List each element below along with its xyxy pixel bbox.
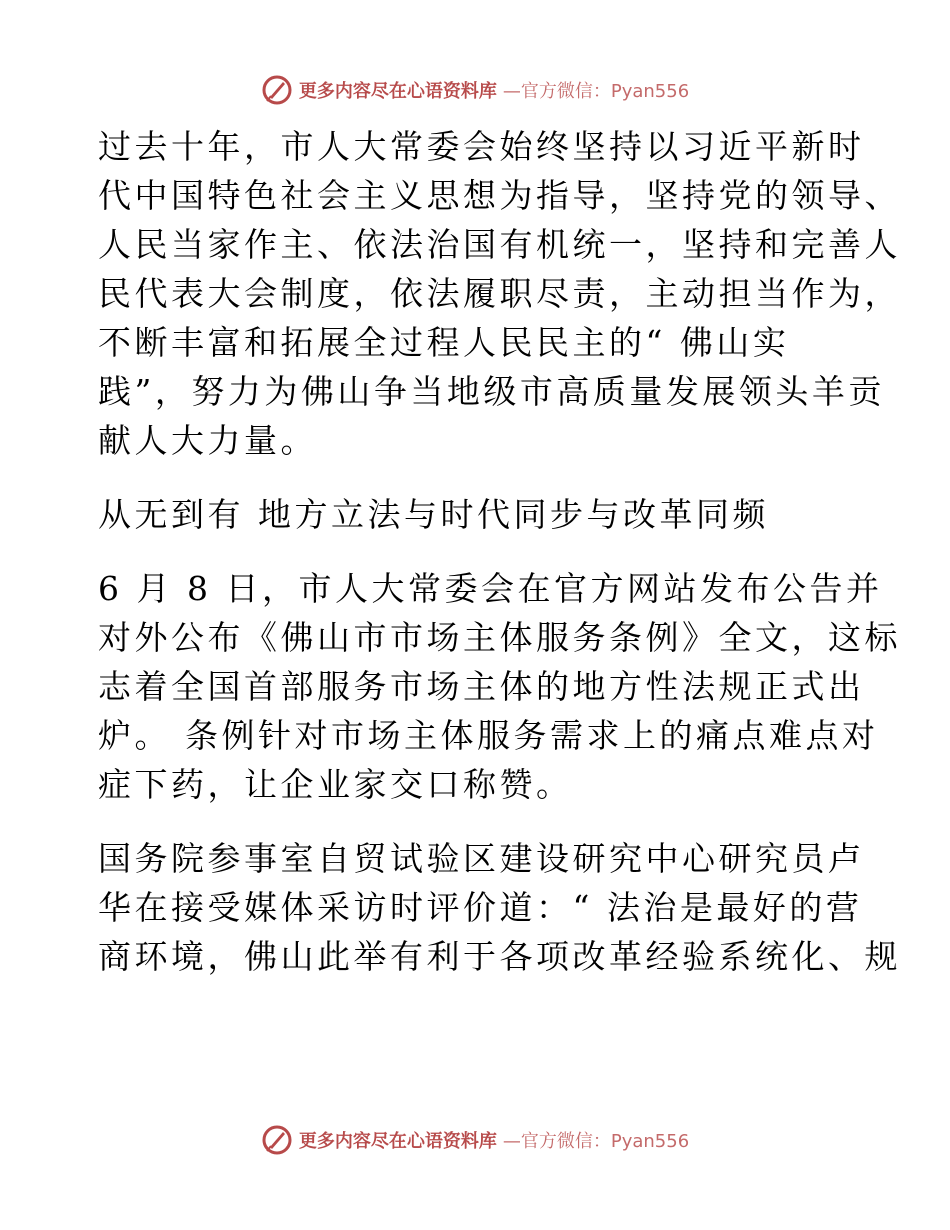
text-line: 不断丰富和拓展全过程人民民主的“ 佛山实 [98,323,790,362]
paragraph-3 [98,834,901,981]
paragraph-2 [98,564,901,809]
watermark-main-text: 更多内容尽在心语资料库 [298,1131,497,1152]
text-line: 6 月 8 日，市人大常委会在官方网站发布公告并 [98,569,883,608]
text-line: 人民当家作主、依法治国有机统一，坚持和完善人 [98,225,901,264]
text-line: 症下药，让企业家交口称赞。 [98,765,573,804]
text-line: 践”，努力为佛山争当地级市高质量发展领头羊贡 [98,372,885,411]
text-line: 代中国特色社会主义思想为指导，坚持党的领导、 [98,176,901,215]
watermark-banner-bottom [0,1122,950,1158]
text-line: 献人大力量。 [98,421,317,460]
text-line: 国务院参事室自贸试验区建设研究中心研究员卢 [98,839,865,878]
text-line: 对外公布《佛山市市场主体服务条例》全文，这标 [98,618,901,657]
watermark-sub-text: —官方微信：Pyan556 [502,1131,690,1152]
text-line: 过去十年，市人大常委会始终坚持以习近平新时 [98,127,865,166]
quill-logo-icon [261,74,293,106]
section-heading [98,490,854,539]
heading-text: 从无到有 地方立法与时代同步与改革同频 [98,495,769,534]
document-body [98,122,901,1006]
watermark-sub-text: —官方微信：Pyan556 [502,81,690,102]
quill-logo-icon [261,1124,293,1156]
paragraph-1 [98,122,901,465]
text-line: 民代表大会制度，依法履职尽责，主动担当作为， [98,274,901,313]
text-line: 商环境，佛山此举有利于各项改革经验系统化、规 [98,937,901,976]
watermark-banner-top [0,72,950,108]
watermark-main-text: 更多内容尽在心语资料库 [298,81,497,102]
text-line: 志着全国首部服务市场主体的地方性法规正式出 [98,667,865,706]
text-line: 华在接受媒体采访时评价道：“ 法治是最好的营 [98,888,863,927]
text-line: 炉。 条例针对市场主体服务需求上的痛点难点对 [98,716,879,755]
